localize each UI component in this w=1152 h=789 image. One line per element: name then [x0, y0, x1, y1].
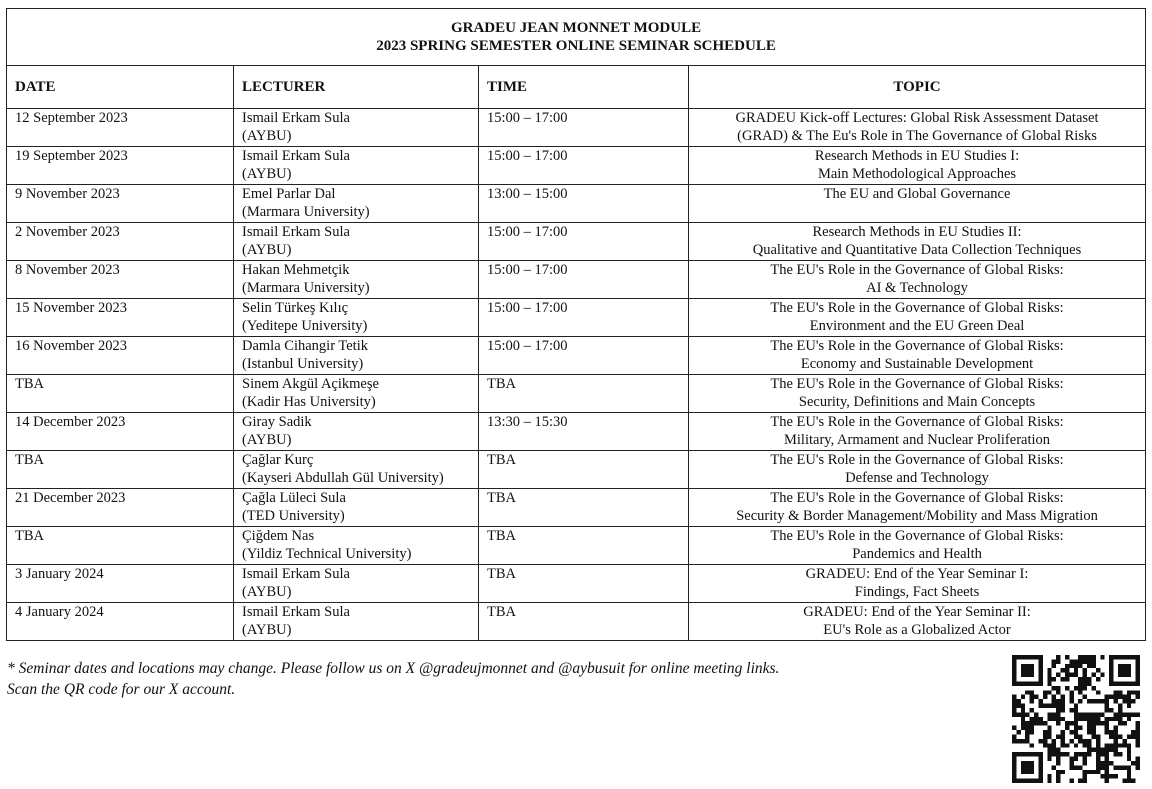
row-topic	[689, 147, 1146, 185]
table-row	[7, 565, 1146, 603]
row-lecturer	[234, 375, 479, 413]
table-row	[7, 527, 1146, 565]
topic-line-2: Security & Border Management/Mobility and Mass Migration	[736, 508, 1098, 524]
row-topic	[689, 299, 1146, 337]
row-date: 15 November 2023	[7, 299, 234, 337]
table-row	[7, 375, 1146, 413]
row-topic	[689, 261, 1146, 299]
row-lecturer	[234, 109, 479, 147]
topic-line-2: (GRAD) & The Eu's Role in The Governance of Global Risks	[737, 128, 1097, 144]
topic-line-2: Military, Armament and Nuclear Proliferation	[784, 432, 1051, 448]
topic-line-2: Security, Definitions and Main Concepts	[798, 394, 1036, 410]
title-line-1: GRADEU JEAN MONNET MODULE	[450, 20, 702, 36]
row-time: TBA	[479, 489, 689, 527]
topic-line-2: Economy and Sustainable Development	[800, 356, 1034, 372]
row-lecturer	[234, 147, 479, 185]
topic-line-1: GRADEU: End of the Year Seminar I:	[805, 566, 1029, 582]
row-time: TBA	[479, 527, 689, 565]
row-time: TBA	[479, 565, 689, 603]
row-date: 12 September 2023	[7, 109, 234, 147]
row-lecturer	[234, 489, 479, 527]
row-topic	[689, 527, 1146, 565]
row-time: 15:00 – 17:00	[479, 299, 689, 337]
topic-line-1: Research Methods in EU Studies II:	[812, 224, 1022, 240]
lecturer-name: Selin Türkeş Kılıç	[242, 300, 349, 316]
row-topic	[689, 185, 1146, 223]
topic-line-1: The EU's Role in the Governance of Global Risks:	[770, 300, 1064, 316]
topic-line-2: Findings, Fact Sheets	[854, 584, 980, 600]
table-row	[7, 337, 1146, 375]
topic-line-2: Qualitative and Quantitative Data Collection Techniques	[752, 242, 1082, 258]
table-row	[7, 147, 1146, 185]
schedule-title	[7, 9, 1146, 66]
row-date: 19 September 2023	[7, 147, 234, 185]
lecturer-name: Ismail Erkam Sula	[242, 604, 350, 620]
seminar-schedule-table	[6, 8, 1146, 641]
row-topic	[689, 109, 1146, 147]
column-header-topic: TOPIC	[689, 66, 1146, 109]
topic-line-2: AI & Technology	[866, 280, 968, 296]
topic-line-1: GRADEU Kick-off Lectures: Global Risk Assessment Dataset	[735, 110, 1099, 126]
row-lecturer	[234, 299, 479, 337]
row-date: 9 November 2023	[7, 185, 234, 223]
lecturer-affiliation: (Marmara University)	[242, 204, 370, 220]
lecturer-name: Ismail Erkam Sula	[242, 110, 350, 126]
table-row	[7, 451, 1146, 489]
row-time: 13:30 – 15:30	[479, 413, 689, 451]
row-time: TBA	[479, 451, 689, 489]
topic-line-1: The EU's Role in the Governance of Global Risks:	[770, 528, 1064, 544]
row-time: 15:00 – 17:00	[479, 147, 689, 185]
footnote-line-1: * Seminar dates and locations may change. Please follow us on X @gradeujmonnet and @aybusuit for online meeting links.	[7, 660, 780, 677]
row-lecturer	[234, 261, 479, 299]
row-lecturer	[234, 451, 479, 489]
lecturer-name: Çağlar Kurç	[242, 452, 314, 468]
row-date: 2 November 2023	[7, 223, 234, 261]
topic-line-2: EU's Role as a Globalized Actor	[823, 622, 1011, 638]
lecturer-name: Ismail Erkam Sula	[242, 148, 350, 164]
table-row	[7, 299, 1146, 337]
row-date: 8 November 2023	[7, 261, 234, 299]
lecturer-name: Çiğdem Nas	[242, 528, 315, 544]
row-topic	[689, 489, 1146, 527]
row-time: TBA	[479, 375, 689, 413]
table-row	[7, 413, 1146, 451]
title-line-2: 2023 SPRING SEMESTER ONLINE SEMINAR SCHEDULE	[376, 38, 776, 54]
row-date: 21 December 2023	[7, 489, 234, 527]
row-lecturer	[234, 223, 479, 261]
lecturer-affiliation: (Istanbul University)	[242, 356, 364, 372]
row-date: TBA	[7, 527, 234, 565]
topic-line-1: The EU's Role in the Governance of Global Risks:	[770, 490, 1064, 506]
lecturer-affiliation: (AYBU)	[242, 584, 292, 600]
column-header-date: DATE	[7, 66, 234, 109]
row-date: 3 January 2024	[7, 565, 234, 603]
lecturer-name: Çağla Lüleci Sula	[242, 490, 346, 506]
row-date: TBA	[7, 451, 234, 489]
row-lecturer	[234, 185, 479, 223]
lecturer-affiliation: (Kadir Has University)	[242, 394, 376, 410]
row-topic	[689, 223, 1146, 261]
row-topic	[689, 375, 1146, 413]
footnote-line-2: Scan the QR code for our X account.	[7, 681, 236, 698]
topic-line-1: The EU's Role in the Governance of Global Risks:	[770, 338, 1064, 354]
row-lecturer	[234, 337, 479, 375]
row-time: TBA	[479, 603, 689, 641]
table-row	[7, 603, 1146, 641]
table-row	[7, 185, 1146, 223]
row-lecturer	[234, 565, 479, 603]
lecturer-affiliation: (AYBU)	[242, 432, 292, 448]
lecturer-affiliation: (Kayseri Abdullah Gül University)	[242, 470, 444, 486]
row-topic	[689, 413, 1146, 451]
lecturer-name: Emel Parlar Dal	[242, 186, 336, 202]
lecturer-affiliation: (Yildiz Technical University)	[242, 546, 412, 562]
row-time: 15:00 – 17:00	[479, 337, 689, 375]
topic-line-2: Pandemics and Health	[852, 546, 982, 562]
column-header-time: TIME	[479, 66, 689, 109]
lecturer-name: Hakan Mehmetçik	[242, 262, 350, 278]
topic-line-2: Defense and Technology	[845, 470, 989, 486]
topic-line-1: The EU's Role in the Governance of Global Risks:	[770, 376, 1064, 392]
row-date: 16 November 2023	[7, 337, 234, 375]
lecturer-name: Ismail Erkam Sula	[242, 566, 350, 582]
row-time: 13:00 – 15:00	[479, 185, 689, 223]
row-topic	[689, 451, 1146, 489]
topic-line-2: Main Methodological Approaches	[817, 166, 1017, 182]
table-row	[7, 223, 1146, 261]
lecturer-affiliation: (AYBU)	[242, 242, 292, 258]
row-topic	[689, 603, 1146, 641]
lecturer-affiliation: (AYBU)	[242, 166, 292, 182]
lecturer-name: Damla Cihangir Tetik	[242, 338, 368, 354]
lecturer-name: Sinem Akgül Açikmeşe	[242, 376, 379, 392]
topic-line-1: The EU's Role in the Governance of Global Risks:	[770, 414, 1064, 430]
topic-line-1: GRADEU: End of the Year Seminar II:	[803, 604, 1031, 620]
lecturer-name: Ismail Erkam Sula	[242, 224, 350, 240]
row-date: TBA	[7, 375, 234, 413]
row-topic	[689, 565, 1146, 603]
topic-line-1: The EU and Global Governance	[823, 186, 1011, 202]
column-header-row	[7, 66, 1146, 109]
footnote	[7, 658, 1007, 700]
lecturer-affiliation: (AYBU)	[242, 128, 292, 144]
lecturer-affiliation: (TED University)	[242, 508, 345, 524]
row-date: 4 January 2024	[7, 603, 234, 641]
row-lecturer	[234, 413, 479, 451]
topic-line-1: The EU's Role in the Governance of Global Risks:	[770, 262, 1064, 278]
row-time: 15:00 – 17:00	[479, 109, 689, 147]
topic-line-1: Research Methods in EU Studies I:	[814, 148, 1020, 164]
row-lecturer	[234, 527, 479, 565]
lecturer-affiliation: (Yeditepe University)	[242, 318, 368, 334]
table-row	[7, 261, 1146, 299]
row-time: 15:00 – 17:00	[479, 261, 689, 299]
row-date: 14 December 2023	[7, 413, 234, 451]
table-row	[7, 109, 1146, 147]
lecturer-affiliation: (Marmara University)	[242, 280, 370, 296]
topic-line-1: The EU's Role in the Governance of Global Risks:	[770, 452, 1064, 468]
lecturer-name: Giray Sadik	[242, 414, 312, 430]
table-row	[7, 489, 1146, 527]
row-topic	[689, 337, 1146, 375]
column-header-lecturer: LECTURER	[234, 66, 479, 109]
row-time: 15:00 – 17:00	[479, 223, 689, 261]
qr-code-icon[interactable]	[1012, 655, 1140, 783]
topic-line-2: Environment and the EU Green Deal	[809, 318, 1025, 334]
lecturer-affiliation: (AYBU)	[242, 622, 292, 638]
row-lecturer	[234, 603, 479, 641]
